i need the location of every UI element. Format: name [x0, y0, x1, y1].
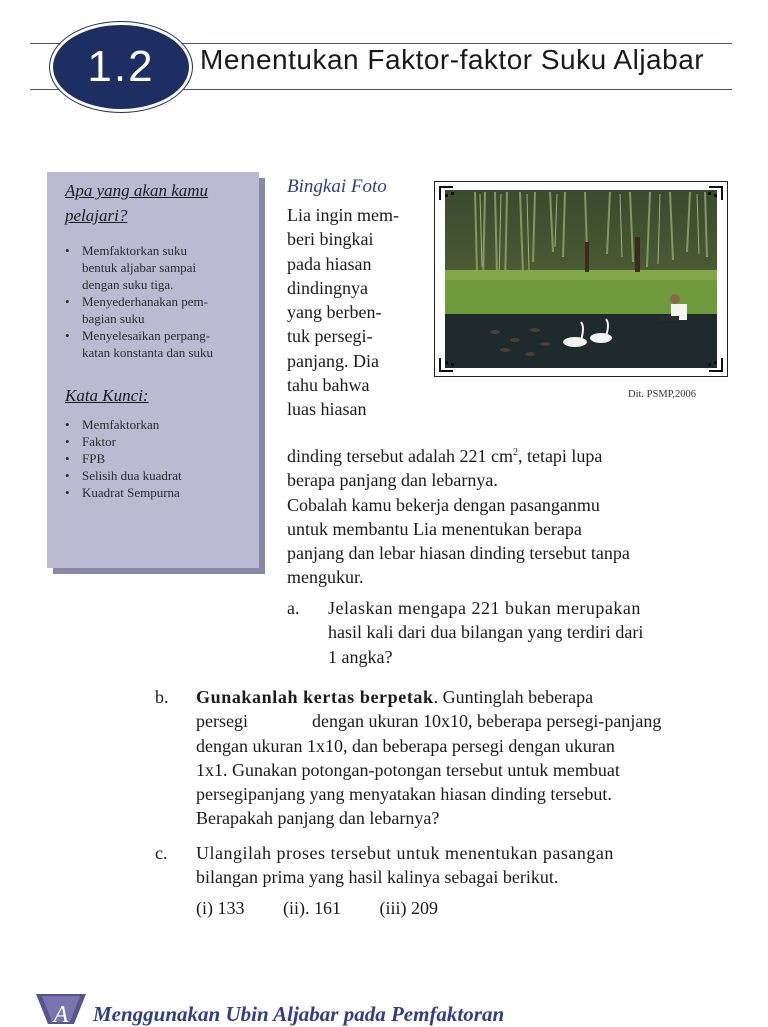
- keyword-item: • Faktor: [65, 433, 249, 450]
- learn-item: • Memfaktorkan suku bentuk aljabar sampai dengan suku tiga.: [65, 242, 249, 293]
- item-c-letter: c.: [155, 843, 168, 863]
- park-photo: [434, 181, 728, 377]
- section-a-letter: A: [53, 1002, 69, 1024]
- item-b-letter: b.: [155, 687, 169, 707]
- item-b-text: Gunakanlah kertas berpetak. Guntinglah beberapa persegi dengan ukuran 10x10, beberapa persegi-panjang dengan ukuran 1x10, dan beberapa persegi dengan ukuran 1x1. Gunakan potongan-potongan tersebut untuk membuat persegipanjang yang menyatakan hiasan dinding tersebut. Berapakah panjang dan lebarnya?: [196, 687, 662, 829]
- keyword-item: • Kuadrat Sempurna: [65, 484, 249, 501]
- chapter-number-badge: 1.2: [50, 22, 192, 112]
- keyword-item: • Memfaktorkan: [65, 416, 249, 433]
- photo-credit: Dit. PSMP,2006: [628, 389, 696, 400]
- intro-line-area: dinding tersebut adalah 221 $cm^2$, tetapi lupa: [287, 446, 603, 466]
- learning-goals-sidebar: [47, 172, 259, 568]
- keywords-heading: Kata Kunci:: [65, 386, 149, 405]
- learn-item: • Menyederhanakan pem- bagian suku: [65, 293, 249, 327]
- answer-iii: (iii) 209: [379, 898, 438, 918]
- answer-ii: (ii). 161: [283, 898, 341, 918]
- section-a-icon: [36, 994, 86, 1024]
- intro-wide-paragraph: dinding tersebut adalah 221 $cm^2$, tetapi lupa berapa panjang dan lebarnya. Cobalah kamu bekerja dengan pasanganmu untuk membantu Lia menentukan berapa panjang dan lebar hiasan dinding tersebut tanpa mengukur.: [287, 441, 732, 590]
- keywords-list: [65, 416, 249, 501]
- section-a-title: Menggunakan Ubin Aljabar pada Pemfaktoran: [93, 1002, 505, 1026]
- park-photo-image: [435, 182, 727, 376]
- keyword-item: • Selisih dua kuadrat: [65, 467, 249, 484]
- item-c-answers: [196, 898, 472, 919]
- learn-item: • Menyelesaikan perpang- katan konstanta dan suku: [65, 327, 249, 361]
- learn-heading: Apa yang akan kamu pelajari?: [65, 181, 209, 225]
- item-a-letter: a.: [287, 598, 300, 618]
- answer-i: (i) 133: [196, 898, 245, 918]
- item-a-text: Jelaskan mengapa 221 bukan merupakan hasil kali dari dua bilangan yang terdiri dari 1 angka?: [328, 598, 644, 667]
- keyword-item: • FPB: [65, 450, 249, 467]
- photo-section-title: Bingkai Foto: [287, 176, 387, 197]
- learn-list: [65, 242, 249, 361]
- item-c-text: Ulangilah proses tersebut untuk menentukan pasangan bilangan prima yang hasil kalinya sebagai berikut.: [196, 843, 614, 888]
- chapter-title: Menentukan Faktor-faktor Suku Aljabar: [200, 44, 705, 75]
- intro-narrow-paragraph: Lia ingin mem- beri bingkai pada hiasan dindingnya yang berben- tuk persegi- panjang. Dia tahu bahwa luas hiasan: [287, 205, 399, 420]
